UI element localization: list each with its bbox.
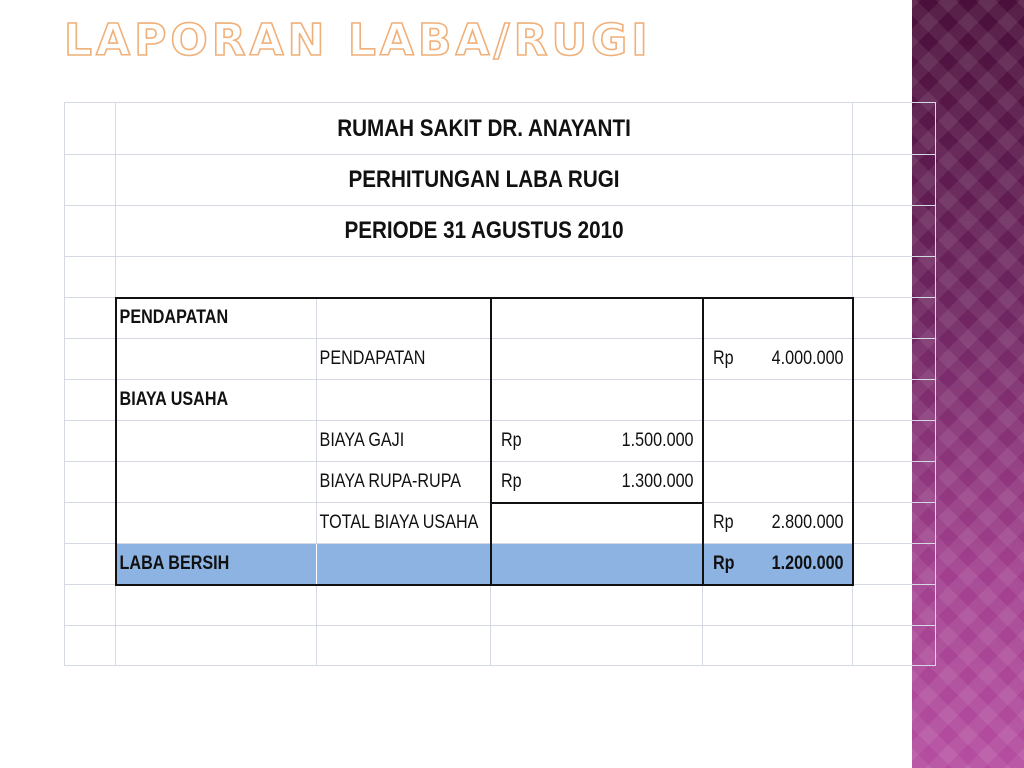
grid-cell[interactable] bbox=[65, 298, 116, 339]
pendapatan-amount-cell[interactable] bbox=[703, 339, 853, 380]
grid-cell[interactable] bbox=[317, 585, 491, 626]
grid-cell[interactable] bbox=[317, 380, 491, 421]
grid-cell[interactable] bbox=[65, 339, 116, 380]
grid-cell[interactable] bbox=[65, 380, 116, 421]
grid-cell[interactable] bbox=[853, 585, 936, 626]
grid-cell[interactable] bbox=[317, 298, 491, 339]
laba-amount-cell[interactable] bbox=[703, 544, 853, 585]
laba-label-cell[interactable] bbox=[116, 544, 317, 585]
report-subtitle: PERHITUNGAN LABA RUGI bbox=[348, 166, 620, 193]
grid-cell[interactable] bbox=[491, 339, 703, 380]
currency-label: Rp bbox=[712, 512, 734, 533]
grid-cell[interactable] bbox=[65, 421, 116, 462]
rupa-label: BIAYA RUPA-RUPA bbox=[319, 471, 462, 492]
rupa-amount: 1.300.000 bbox=[621, 470, 694, 492]
report-period: PERIODE 31 AGUSTUS 2010 bbox=[344, 217, 624, 244]
grid-cell[interactable] bbox=[491, 544, 703, 585]
grid-cell[interactable] bbox=[65, 103, 116, 155]
grid-cell[interactable] bbox=[853, 257, 936, 298]
grid-cell[interactable] bbox=[491, 585, 703, 626]
grid-cell[interactable] bbox=[853, 421, 936, 462]
currency-label: Rp bbox=[712, 552, 735, 574]
grid-cell[interactable] bbox=[65, 503, 116, 544]
grid-cell[interactable] bbox=[853, 103, 936, 155]
laba-label: LABA BERSIH bbox=[119, 552, 229, 574]
grid-cell[interactable] bbox=[65, 257, 116, 298]
grid-cell[interactable] bbox=[65, 626, 116, 666]
grid-cell[interactable] bbox=[491, 380, 703, 421]
total-amount: 2.800.000 bbox=[771, 512, 844, 533]
grid-cell[interactable] bbox=[116, 503, 317, 544]
laba-amount: 1.200.000 bbox=[771, 552, 844, 574]
grid-cell[interactable] bbox=[853, 298, 936, 339]
currency-label: Rp bbox=[500, 470, 522, 492]
pendapatan-header: PENDAPATAN bbox=[119, 307, 228, 329]
rupa-label-cell[interactable] bbox=[317, 462, 491, 503]
grid-cell[interactable] bbox=[491, 626, 703, 666]
grid-cell[interactable] bbox=[853, 503, 936, 544]
grid-cell[interactable] bbox=[116, 585, 317, 626]
grid-cell[interactable] bbox=[853, 155, 936, 206]
currency-label: Rp bbox=[500, 430, 522, 451]
biaya-header: BIAYA USAHA bbox=[119, 389, 228, 410]
grid-cell[interactable] bbox=[491, 503, 703, 544]
grid-cell[interactable] bbox=[317, 626, 491, 666]
grid-cell[interactable] bbox=[703, 421, 853, 462]
gaji-amount: 1.500.000 bbox=[621, 430, 694, 451]
grid-cell[interactable] bbox=[65, 206, 116, 257]
grid-cell[interactable] bbox=[703, 298, 853, 339]
grid-cell[interactable] bbox=[491, 298, 703, 339]
grid-cell[interactable] bbox=[853, 339, 936, 380]
grid-cell[interactable] bbox=[853, 462, 936, 503]
biaya-header-cell[interactable] bbox=[116, 380, 317, 421]
pendapatan-label: PENDAPATAN bbox=[319, 348, 426, 369]
currency-label: Rp bbox=[712, 348, 734, 369]
grid-cell[interactable] bbox=[853, 544, 936, 585]
income-statement-sheet bbox=[64, 102, 936, 666]
gaji-amount-cell[interactable] bbox=[491, 421, 703, 462]
report-period-cell[interactable] bbox=[116, 206, 853, 257]
grid-cell[interactable] bbox=[853, 380, 936, 421]
grid-cell[interactable] bbox=[703, 626, 853, 666]
rupa-amount-cell[interactable] bbox=[491, 462, 703, 503]
grid-cell[interactable] bbox=[853, 206, 936, 257]
grid-cell[interactable] bbox=[703, 462, 853, 503]
gaji-label: BIAYA GAJI bbox=[319, 430, 405, 451]
grid-cell[interactable] bbox=[65, 544, 116, 585]
total-label-cell[interactable] bbox=[317, 503, 491, 544]
pendapatan-header-cell[interactable] bbox=[116, 298, 317, 339]
grid-cell[interactable] bbox=[853, 626, 936, 666]
gaji-label-cell[interactable] bbox=[317, 421, 491, 462]
report-subtitle-cell[interactable] bbox=[116, 155, 853, 206]
total-label: TOTAL BIAYA USAHA bbox=[319, 512, 479, 533]
grid-cell[interactable] bbox=[116, 462, 317, 503]
grid-cell[interactable] bbox=[116, 339, 317, 380]
grid-cell[interactable] bbox=[703, 380, 853, 421]
total-amount-cell[interactable] bbox=[703, 503, 853, 544]
grid-cell[interactable] bbox=[116, 421, 317, 462]
report-company: RUMAH SAKIT DR. ANAYANTI bbox=[337, 114, 631, 142]
slide-title: LAPORAN LABA/RUGI bbox=[64, 15, 652, 66]
report-company-cell[interactable] bbox=[116, 103, 853, 155]
grid-cell[interactable] bbox=[317, 544, 491, 585]
grid-cell[interactable] bbox=[65, 155, 116, 206]
grid-cell[interactable] bbox=[65, 585, 116, 626]
grid-cell[interactable] bbox=[116, 257, 853, 298]
pendapatan-label-cell[interactable] bbox=[317, 339, 491, 380]
grid-cell[interactable] bbox=[703, 585, 853, 626]
grid-cell[interactable] bbox=[116, 626, 317, 666]
pendapatan-amount: 4.000.000 bbox=[771, 348, 844, 369]
grid-cell[interactable] bbox=[65, 462, 116, 503]
